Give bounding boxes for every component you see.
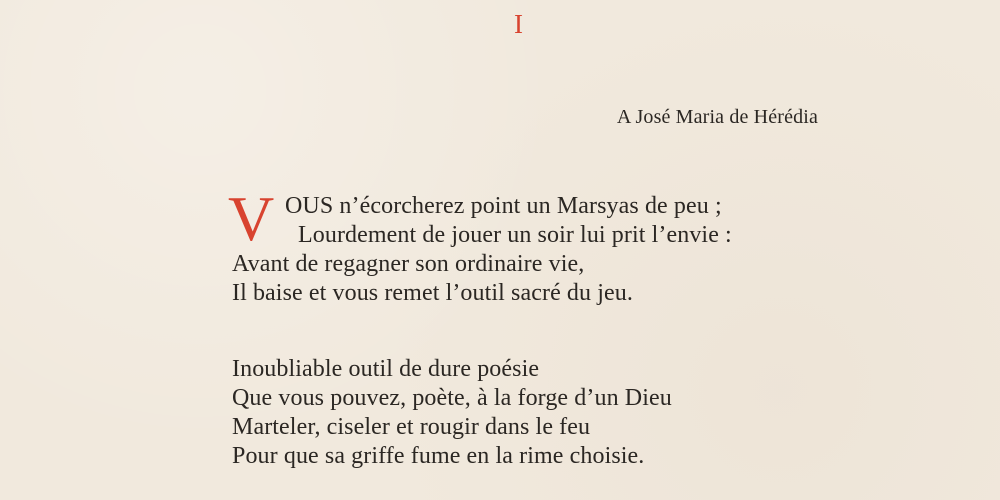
poem-line-4: Il baise et vous remet l’outil sacré du jeu. — [232, 280, 633, 306]
poem-line-7: Marteler, ciseler et rougir dans le feu — [232, 414, 591, 440]
drop-cap: V — [228, 183, 275, 254]
poem-line-8: Pour que sa griffe fume en la rime choisie. — [232, 443, 645, 469]
dedication-line: A José Maria de Hérédia — [616, 106, 818, 128]
poem-line-5: Inoubliable outil de dure poésie — [232, 356, 540, 382]
poem-line-1: OUS n’écorcherez point un Marsyas de peu ; — [285, 193, 722, 219]
poem-line-3: Avant de regagner son ordinaire vie, — [232, 251, 585, 277]
poem-line-2: Lourdement de jouer un soir lui prit l’envie : — [298, 222, 732, 248]
chapter-numeral: I — [514, 9, 524, 39]
poem-line-6: Que vous pouvez, poète, à la forge d’un Dieu — [232, 385, 672, 411]
